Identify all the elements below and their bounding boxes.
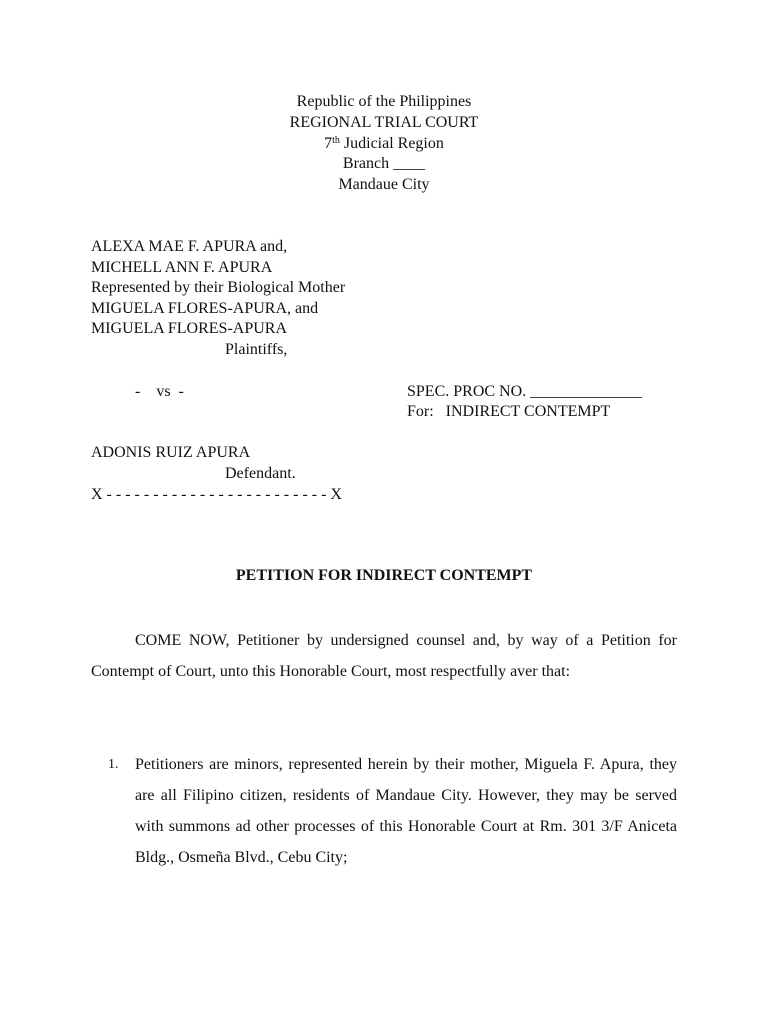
- item-number: 1.: [108, 757, 119, 772]
- header-region-text: Judicial Region: [339, 134, 444, 152]
- plaintiff-line-4: MIGUELA FLORES-APURA, and: [91, 300, 319, 317]
- plaintiff-line-3: Represented by their Biological Mother: [91, 279, 346, 296]
- case-nature: For: INDIRECT CONTEMPT: [407, 403, 611, 420]
- header-branch: Branch ____: [342, 155, 426, 173]
- case-number: SPEC. PROC NO. ______________: [407, 383, 643, 400]
- plaintiff-line-1: ALEXA MAE F. APURA and,: [91, 238, 288, 255]
- petition-title: PETITION FOR INDIRECT CONTEMPT: [235, 567, 533, 584]
- intro-paragraph: COME NOW, Petitioner by undersigned counsel and, by way of a Petition for Contempt of Court, unto this Honorable Court, most respectfully aver that:: [91, 632, 677, 680]
- header-court: REGIONAL TRIAL COURT: [289, 113, 479, 131]
- plaintiff-line-5: MIGUELA FLORES-APURA: [91, 320, 288, 337]
- plaintiffs-label: Plaintiffs,: [225, 341, 288, 358]
- header-republic: Republic of the Philippines: [296, 93, 472, 110]
- header-city: Mandaue City: [338, 176, 430, 194]
- court-header: [0, 92, 768, 196]
- versus-label: - vs -: [135, 383, 184, 400]
- header-region: [0, 134, 768, 155]
- header-region-suffix: th: [332, 134, 340, 146]
- defendant-label: Defendant.: [225, 465, 296, 482]
- plaintiff-line-2: MICHELL ANN F. APURA: [91, 259, 273, 276]
- header-region-number: 7: [324, 134, 333, 152]
- caption-separator: X - - - - - - - - - - - - - - - - - - - - - - - - X: [91, 486, 342, 503]
- item-text: Petitioners are minors, represented herein by their mother, Miguela F. Apura, they are all Filipino citizen, residents of Mandaue City. However, they may be served with summons ad other processes of this Honorable Court at Rm. 301 3/F Aniceta Bldg., Osmeña Blvd., Cebu City;: [135, 756, 677, 866]
- defendant-name: ADONIS RUIZ APURA: [91, 444, 251, 461]
